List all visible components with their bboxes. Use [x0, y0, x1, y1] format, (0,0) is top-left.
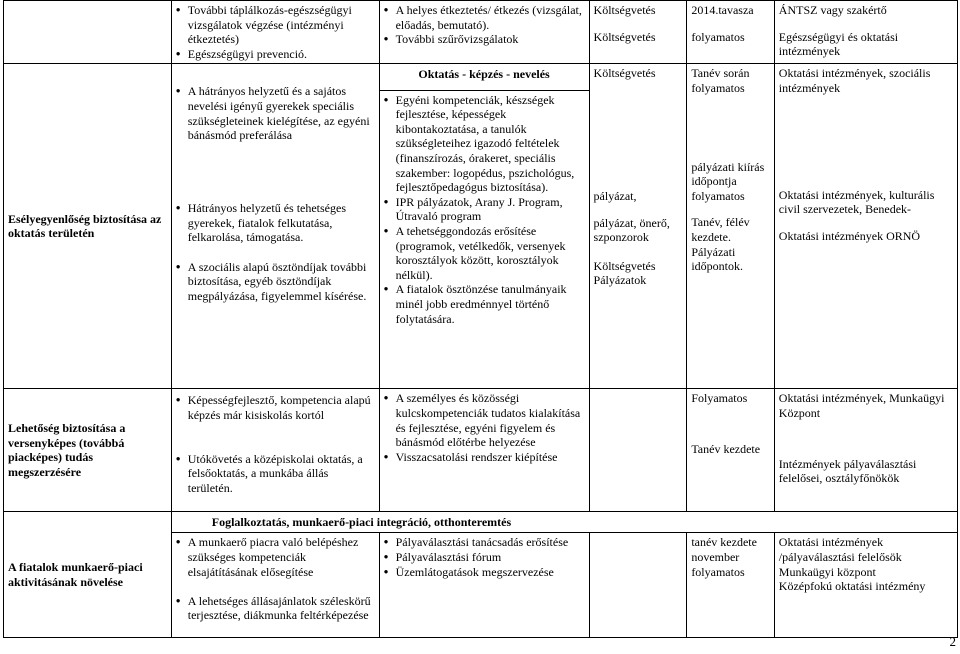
responsible-cell [774, 533, 957, 638]
list-item: ● Visszacsatolási rendszer kiépítése [384, 450, 585, 465]
list-item: ● Utókövetés a középiskolai oktatás, a felsőoktatás, a munkába állás területén. [176, 452, 375, 496]
list-item: ● Üzemlátogatások megszervezése [384, 565, 585, 580]
funding-cell [589, 389, 687, 512]
time-cell [687, 389, 774, 512]
responsible-cell [774, 389, 957, 512]
responsible-text: Oktatási intézmények, kulturális civil szervezetek, Benedek- [778, 187, 935, 217]
list-item: ● Pályaválasztási tanácsadás erősítése [384, 535, 585, 550]
responsible-text: ÁNTSZ vagy szakértő [778, 3, 887, 17]
list-item: ● További táplálkozás-egészségügyi vizsgálatok végzése (intézményi étkeztetés) [176, 3, 375, 47]
funding-text: Költségvetés [593, 29, 656, 44]
goal-label: Esélyegyenlőség biztosítása az oktatás területén [4, 64, 172, 389]
time-text: Tanév, félév kezdete. Pályázati időpontok. [691, 215, 750, 274]
action-plan-table [3, 0, 958, 638]
list-item: ● A helyes étkeztetés/ étkezés (vizsgálat, előadás, bemutató). [384, 3, 585, 32]
responsible-text: Oktatási intézmények, Munkaügyi Központ [778, 391, 945, 420]
funding-text: Költségvetés Pályázatok [593, 258, 656, 288]
measures-cell [171, 64, 379, 389]
list-item: ● IPR pályázatok, Arany J. Program, Útravaló program [384, 195, 585, 224]
measures-cell [171, 1, 379, 64]
table-row [4, 1, 958, 64]
responsible-text: Egészségügyi és oktatási intézmények [778, 29, 899, 59]
responsible-text: Oktatási intézmények, szociális intézmények [778, 66, 931, 95]
funding-cell [589, 1, 687, 64]
list-item: ● A munkaerő piacra való belépéshez szükséges kompetenciák elsajátításának elősegítése [176, 535, 375, 579]
list-item: ● A hátrányos helyzetű és a sajátos nevelési igényű gyerekek speciális szükségleteinek kielégítése, az egyéni bánásmód preferálása [176, 84, 375, 142]
list-item: ● Képességfejlesztő, kompetencia alapú képzés már kisiskolás kortól [176, 393, 375, 422]
funding-text: pályázat, önerő, szponzorok [593, 215, 670, 245]
section-title-employment: Foglalkoztatás, munkaerő-piaci integráció, otthonteremtés [171, 512, 957, 533]
time-text: pályázati kiírás időpontja folyamatos [691, 159, 765, 203]
list-item: ● Pályaválasztási fórum [384, 550, 585, 565]
time-text: folyamatos [691, 29, 745, 44]
list-item: ● Hátrányos helyzetű és tehetséges gyerekek, fiatalok felkutatása, felkarolása, támogatása. [176, 201, 375, 245]
list-item: ● A szociális alapú ösztöndíjak további biztosítása, egyéb ösztöndíjak megpályázása, figyelemmel kísérése. [176, 260, 375, 304]
time-text: tanév kezdete november folyamatos [691, 535, 757, 579]
list-item: ● További szűrővizsgálatok [384, 32, 585, 47]
measures-cell [171, 533, 379, 638]
goal-label: A fiatalok munkaerő-piaci aktivitásának növelése [4, 512, 172, 638]
responsible-cell [774, 64, 957, 389]
responsible-text: Munkaügyi központ [778, 564, 876, 579]
responsible-text: Középfokú oktatási intézmény [778, 579, 926, 594]
tools-cell [379, 1, 589, 64]
goal-cell [4, 1, 172, 64]
list-item: ● Egyéni kompetenciák, készségek fejlesztése, képességek kibontakoztatása, a tanulók szükségleteihez igazodó feltételek (finanszírozás, órakeret, speciális szakember: logopédus, pszichológus, fejlesztőpedagógus biztosítása). [384, 93, 585, 195]
responsible-cell [774, 1, 957, 64]
page-number: 2 [949, 634, 956, 649]
table-row [4, 389, 958, 512]
time-text: Tanév során folyamatos [691, 66, 750, 95]
time-text: Folyamatos [691, 391, 748, 406]
list-item: ● A személyes és közösségi kulcskompetenciák tudatos kialakítása és fejlesztése, egyéni figyelem és bánásmód előtérbe helyezése [384, 391, 585, 449]
time-cell [687, 1, 774, 64]
responsible-text: Oktatási intézmények ORNÖ [778, 228, 921, 243]
list-item: ● A tehetséggondozás erősítése (programok, vetélkedők, versenyek korosztályok között, korosztályok nélkül). [384, 224, 585, 282]
table-row [4, 512, 958, 533]
funding-text: Költségvetés [593, 66, 656, 81]
table-row [4, 64, 958, 90]
responsible-text: Oktatási intézmények /pályaválasztási felelősök [778, 535, 902, 564]
responsible-text: Intézmények pályaválasztási felelősei, osztályfőnökök [778, 456, 917, 486]
tools-cell [379, 389, 589, 512]
list-item: ● A fiatalok ösztönzése tanulmányaik minél jobb eredménnyel történő folytatására. [384, 282, 585, 326]
measures-cell [171, 389, 379, 512]
time-text: Tanév kezdete [691, 441, 761, 456]
funding-cell [589, 64, 687, 389]
list-item: ● Egészségügyi prevenció. [176, 47, 375, 62]
goal-label: Lehetőség biztosítása a versenyképes (továbbá piacképes) tudás megszerzésére [4, 389, 172, 512]
list-item: ● A lehetséges állásajánlatok széleskörű terjesztése, diákmunka feltérképezése [176, 594, 375, 623]
time-text: 2014.tavasza [691, 3, 754, 17]
time-cell [687, 533, 774, 638]
funding-text: Költségvetés [593, 3, 656, 17]
section-title-education: Oktatás - képzés - nevelés [379, 64, 589, 90]
time-cell [687, 64, 774, 389]
funding-cell [589, 533, 687, 638]
tools-cell [379, 533, 589, 638]
funding-text: pályázat, [593, 188, 637, 203]
tools-cell [379, 90, 589, 389]
